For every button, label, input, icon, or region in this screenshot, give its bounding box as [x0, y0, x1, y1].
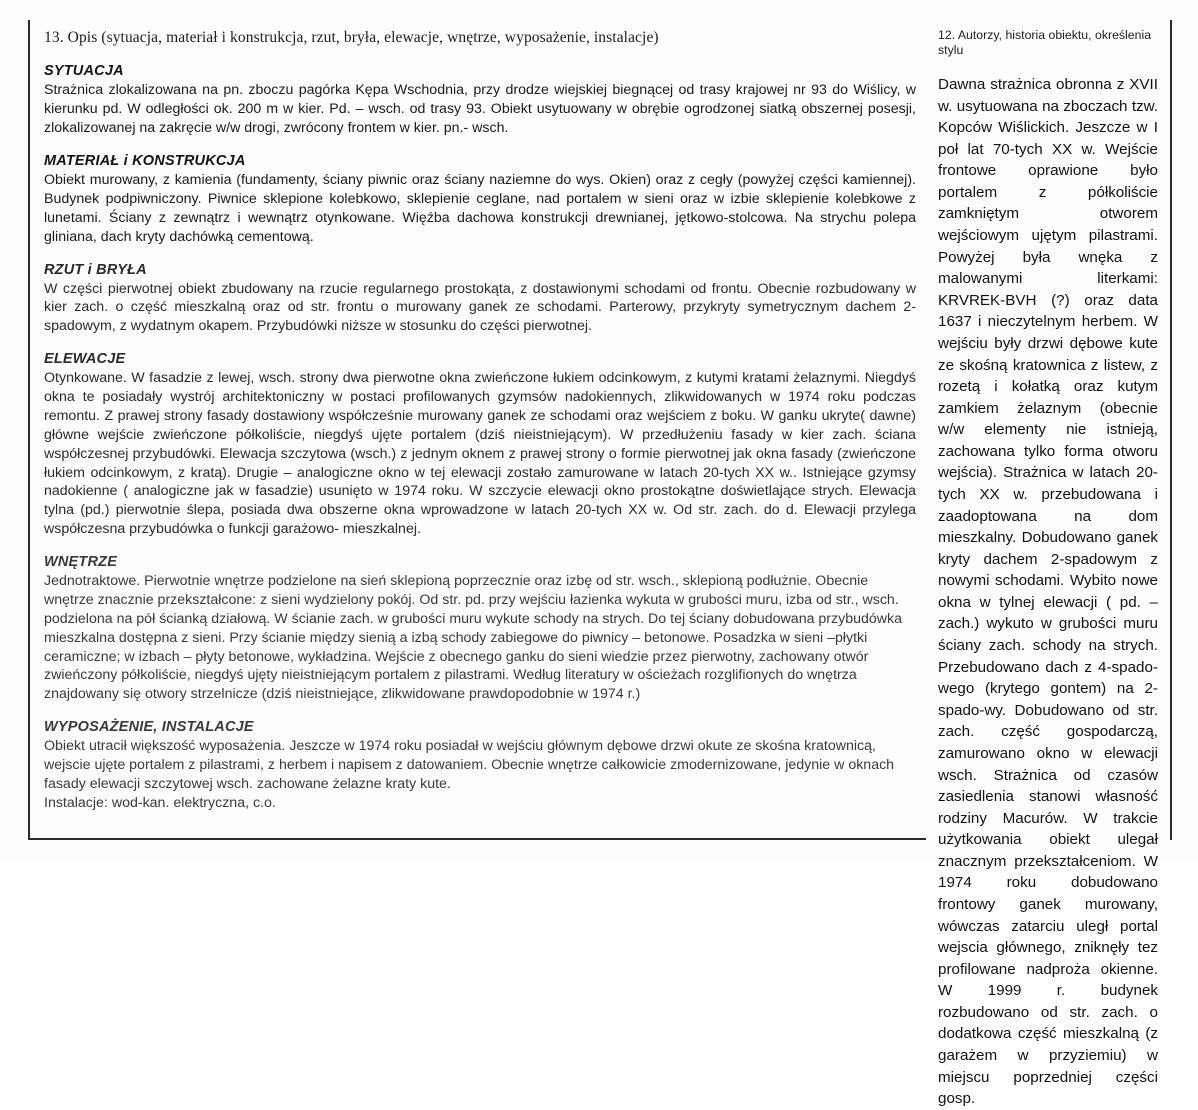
- section-material-i-konstrukcja: [44, 153, 922, 247]
- section-body: Obiekt utracił większość wyposażenia. Jeszcze w 1974 roku posiadał w wejściu głównym dębowe drzwi okute ze skośna kratownicą, wejscie ujęte portalem z pilastrami, z herbem i napisem z datowaniem. Obecnie wnętrze całkowicie zmodernizowane, jedynie w oknach fasady elewacji szczytowej wsch. zachowane żelazne kraty kute.: [44, 738, 895, 792]
- section-elewacje: [44, 351, 922, 539]
- section-body: Jednotraktowe. Pierwotnie wnętrze podzielone na sień sklepioną poprzecznie oraz izbę od str. wsch., sklepioną podłużnie. Obecnie wnętrze znacznie przekształcone: z sieni wydzielony pokój. Od str. pd. przy wejściu łazienka wykuta w grubości muru, izba od str., wsch. podzielona na pół ścianką działową. W ścianie zach. w grubości muru wykute schody na strych. Do tej ściany dobudowana przybudówka mieszkalna dostępna z sieni. Przy ścianie między sienią a izbą schody zabiegowe do piwnicy – betonowe. Posadzka w sieni –płytki ceramiczne; w izbach – płyty betonowe, wykładzina. Wejście z obecnego ganku do sieni wiedzie przez pierwotny, zachowany otwór zwieńczony półkoliście, niegdyś ujęty nieistniejącym portalem z pilastrami. Według literatury w ościeżach rozglifionych do wnętrza znajdowany się otwory strzelnicze (dziś nieistniejące, zlikwidowane prawdopodobnie w 1974 r.): [44, 573, 903, 703]
- section-wnetrze: [44, 554, 922, 704]
- section-body: Obiekt murowany, z kamienia (fundamenty, ściany piwnic oraz ściany naziemne do wys. Okien) oraz z cegły (powyżej części kamiennej). Budynek podpiwniczony. Piwnice sklepione kolebkowo, sklepienie ceglane, nad portalem w sieni oraz w izbie sklepienie kolebkowe z lunetami. Ściany z zewnątrz i wewnątrz otynkowane. Więźba dachowa konstrukcji drewnianej, jętkowo-stolcowa. Na strychu polepa gliniana, dach kryty dachówką cementową.: [44, 172, 916, 245]
- section-title: WNĘTRZE: [44, 554, 118, 570]
- section-body: W części pierwotnej obiekt zbudowany na rzucie regularnego prostokąta, z dostawionymi schodami od frontu. Obecnie rozbudowany w kier zach. o część mieszkalną oraz od str. frontu o murowany ganek ze schodami. Parterowy, przykryty symetrycznym dachem 2-spadowym, z wydatnym okapem. Przybudówki niższe w stosunku do części pierwotnej.: [44, 280, 916, 335]
- section-title: WYPOSAŻENIE, INSTALACJE: [44, 719, 254, 736]
- section-title: RZUT i BRYŁA: [44, 261, 147, 278]
- section-wyposazenie-instalacje: [44, 719, 922, 813]
- section-body: Strażnica zlokalizowana na pn. zboczu pagórka Kępa Wschodnia, przy drodze wiejskiej biegnącej od trasy krajowej nr 93 do Wiślicy, w kierunku pd. W odległości ok. 200 m w kier. Pd. – wsch. od trasy 93. Obiekt usytuowany w obrębie ogrodzonej siatką obszernej posesji, zlokalizowanej na zakręcie w/w drogi, zwrócony frontem w kier. pn.- wsch.: [44, 82, 916, 137]
- section-body-installations: Instalacje: wod-kan. elektryczna, c.o.: [44, 794, 276, 811]
- section-sytuacja: [44, 63, 922, 138]
- section-title: SYTUACJA: [44, 63, 124, 80]
- history-body: Dawna strażnica obronna z XVII w. usytuowana na zboczach tzw. Kopców Wiślickich. Jeszcze w I poł lat 70-tych XX w. Wejście frontowe oprawione było portalem z półkoliście zamkniętym otworem wejściowym ujętym pilastrami. Powyżej była wnęka z malowanymi literkami: KRVREK-BVH (?) oraz data 1637 i nieczytelnym herbem. W wejściu były drzwi dębowe kute ze skośną kratownica z listew, z rozetą i kołatką oraz kutym zamkiem żelaznym (obecnie w/w elementy nie istnieją, zachowana tylko forma otworu wejścia). Strażnica w latach 20-tych XX w. przebudowana i zaadoptowana na dom mieszkalny. Dobudowano ganek kryty dachem 2-spadowym z nowymi schodami. Wybito nowe okna w tylnej elewacji ( pd. – zach.) wykuto w grubości muru ściany zach. schody na strych. Przebudowano dach z 4-spado-wego (krytego gontem) na 2-spado-wy. Dobudowano od str. zach. część gospodarczą, zamurowano okno w elewacji wsch. Strażnica od czasów zasiedlenia stanowi własność rodziny Macurów. W trakcie użytkowania obiekt ulegał znacznym przekształceniom. W 1974 roku dobudowano frontowy ganek murowany, wówczas zatarciu uległ portal wejscia głównego, zniknęły tez profilowane nadproża okienne. W 1999 r. budynek rozbudowano od str. zach. o dodatkowa część mieszkalną (z garażem w przyziemiu) w miejscu poprzedniej części gosp.: [938, 76, 1158, 1108]
- section-title: ELEWACJE: [44, 351, 126, 368]
- description-column: [28, 20, 926, 840]
- field-12-header: 12. Autorzy, historia obiektu, określenia stylu: [938, 28, 1152, 57]
- section-title: MATERIAŁ i KONSTRUKCJA: [44, 153, 246, 169]
- field-13-header: 13. Opis (sytuacja, materiał i konstrukcja, rzut, bryła, elewacje, wnętrze, wyposażenie, instalacje): [44, 29, 659, 46]
- section-rzut-i-bryla: [44, 262, 922, 337]
- section-body: Otynkowane. W fasadzie z lewej, wsch. strony dwa pierwotne okna zwieńczone łukiem odcinkowym, z kutymi kratami żelaznymi. Niegdyś okna te posiadały wystrój architektoniczny w postaci profilowanych gzymsów nadokiennych, zlikwidowanych w 1974 roku podczas remontu. Z prawej strony fasady dostawiony współcześnie murowany ganek ze schodami oraz wejściem z boku. W ganku ukryte( dawne) główne wejście zwieńczone półkoliście, niegdyś ujęte portalem (dziś nieistniejącym). W przedłużeniu fasady w kier zach. ściana współczesnej przybudówki. Elewacja szczytowa (wsch.) z jednym oknem z prawej strony o formie pierwotnej jak okna fasady (zwieńczone łukiem odcinkowym, z kratą). Drugie – analogiczne okno w tej elewacji zostało zamurowane w latach 20-tych XX w.. Istniejące gzymsy nadokienne ( analogiczne jak w fasadzie) usunięto w 1974 roku. W szczycie elewacji okno prostokątne doświetlające strych. Elewacja tylna (pd.) pierwotnie ślepa, posiada dwa obszerne okna wprowadzone w latach 20-tych XX w. Od str. zach. do d. Elewacji przylega współczesna przybudówka o funkcji garażowo- mieszkalnej.: [44, 370, 916, 538]
- history-column: [932, 20, 1172, 1108]
